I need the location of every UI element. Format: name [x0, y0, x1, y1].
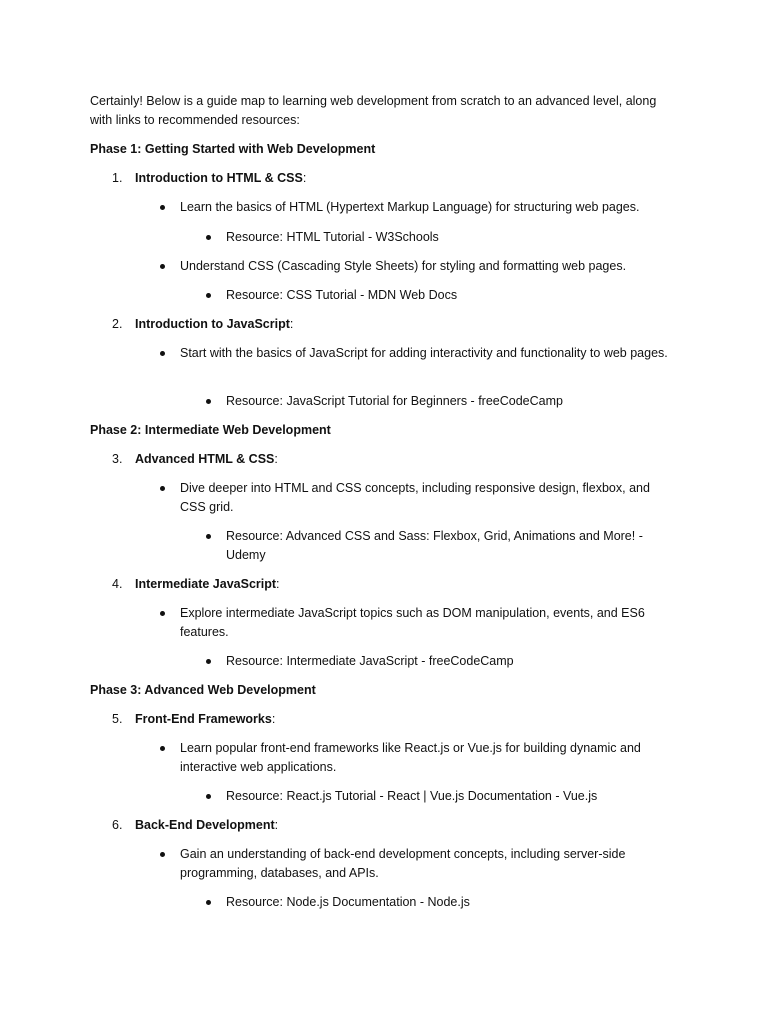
bullet-item: [158, 257, 678, 276]
item-title: Front-End Frameworks: [135, 712, 272, 726]
resource-text: Resource: Node.js Documentation - Node.js: [226, 895, 470, 909]
resource-text: Resource: HTML Tutorial - W3Schools: [226, 230, 439, 244]
resource-item: [204, 893, 654, 912]
bullet-item: [158, 604, 678, 642]
item-number: 2.: [112, 317, 123, 331]
list-item-6: 6. Back-End Development:: [112, 816, 278, 835]
phase-1-heading: Phase 1: Getting Started with Web Development: [90, 142, 376, 156]
item-number: 5.: [112, 712, 123, 726]
item-title: Introduction to HTML & CSS: [135, 171, 303, 185]
resource-item: [204, 652, 654, 671]
resource-text: Resource: Advanced CSS and Sass: Flexbox, Grid, Animations and More! - Udemy: [226, 529, 643, 562]
item-number: 6.: [112, 818, 123, 832]
phase-3-heading: Phase 3: Advanced Web Development: [90, 683, 316, 697]
bullet-item: [158, 845, 678, 883]
bullet-text: Start with the basics of JavaScript for adding interactivity and functionality to web pages.: [180, 346, 668, 360]
bullet-text: Dive deeper into HTML and CSS concepts, including responsive design, flexbox, and CSS grid.: [180, 481, 650, 514]
bullet-text: Understand CSS (Cascading Style Sheets) for styling and formatting web pages.: [180, 259, 627, 273]
list-item-5: 5. Front-End Frameworks:: [112, 710, 275, 729]
resource-item: [204, 392, 654, 411]
item-title: Introduction to JavaScript: [135, 317, 290, 331]
resource-text: Resource: JavaScript Tutorial for Beginners - freeCodeCamp: [226, 394, 563, 408]
item-title: Intermediate JavaScript: [135, 577, 277, 591]
resource-item: [204, 286, 654, 305]
item-title: Advanced HTML & CSS: [135, 452, 275, 466]
item-number: 1.: [112, 171, 123, 185]
resource-item: [204, 527, 654, 565]
resource-item: [204, 228, 654, 247]
list-item-1: 1. Introduction to HTML & CSS:: [112, 169, 306, 188]
item-number: 3.: [112, 452, 123, 466]
bullet-text: Learn popular front-end frameworks like React.js or Vue.js for building dynamic and interactive web applications.: [180, 741, 641, 774]
bullet-item: [158, 739, 678, 777]
resource-text: Resource: Intermediate JavaScript - freeCodeCamp: [226, 654, 514, 668]
item-number: 4.: [112, 577, 123, 591]
bullet-text: Learn the basics of HTML (Hypertext Markup Language) for structuring web pages.: [180, 200, 640, 214]
bullet-text: Explore intermediate JavaScript topics such as DOM manipulation, events, and ES6 features.: [180, 606, 645, 639]
intro-paragraph: Certainly! Below is a guide map to learning web development from scratch to an advanced level, along with links to recommended resources:: [90, 94, 657, 127]
list-item-2: 2. Introduction to JavaScript:: [112, 315, 293, 334]
bullet-text: Gain an understanding of back-end development concepts, including server-side programming, databases, and APIs.: [180, 847, 626, 880]
item-title: Back-End Development: [135, 818, 275, 832]
bullet-item: [158, 479, 678, 517]
phase-2-heading: Phase 2: Intermediate Web Development: [90, 423, 331, 437]
list-item-4: 4. Intermediate JavaScript:: [112, 575, 280, 594]
resource-text: Resource: CSS Tutorial - MDN Web Docs: [226, 288, 458, 302]
list-item-3: 3. Advanced HTML & CSS:: [112, 450, 278, 469]
bullet-item: [158, 344, 678, 363]
resource-item: [204, 787, 654, 806]
resource-text: Resource: React.js Tutorial - React | Vue.js Documentation - Vue.js: [226, 789, 598, 803]
bullet-item: [158, 198, 678, 217]
